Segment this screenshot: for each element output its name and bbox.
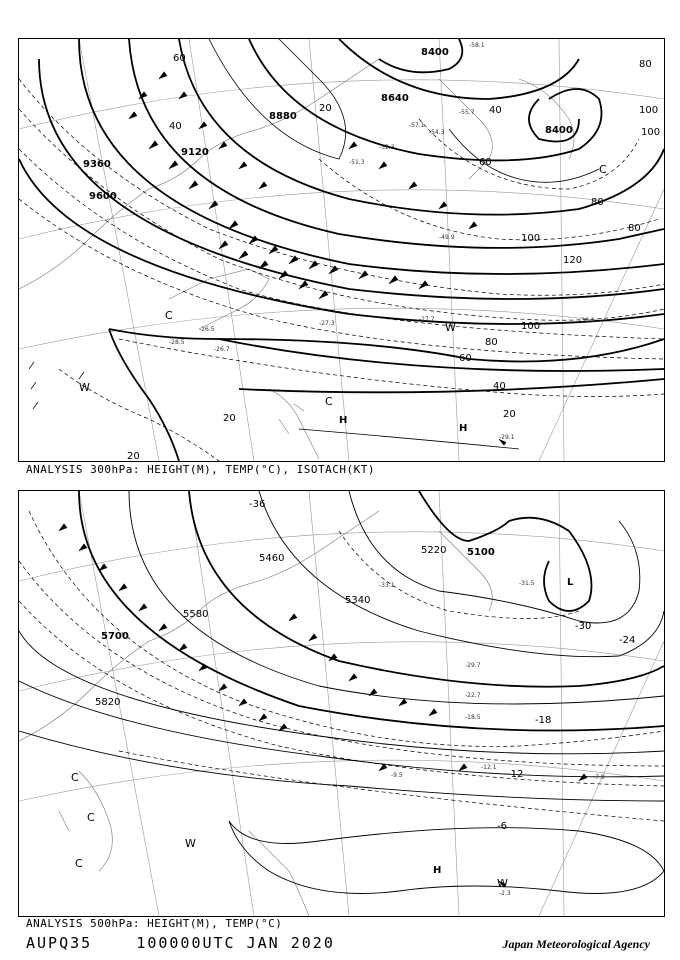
caption-500hpa: ANALYSIS 500hPa: HEIGHT(M), TEMP(°C)	[26, 917, 283, 930]
svg-text:-27.3: -27.3	[319, 320, 335, 327]
svg-text:H: H	[433, 865, 442, 876]
height-labels	[83, 47, 573, 202]
svg-text:H: H	[339, 415, 348, 426]
svg-text:C: C	[325, 395, 333, 408]
svg-text:-26.7: -26.7	[214, 346, 230, 353]
latlon-grid	[19, 39, 664, 461]
svg-text:-58.1: -58.1	[469, 42, 485, 49]
svg-text:5460: 5460	[259, 553, 285, 564]
svg-text:-2.3: -2.3	[499, 890, 511, 897]
svg-text:100: 100	[521, 233, 541, 244]
svg-text:9360: 9360	[83, 159, 111, 170]
svg-text:-36: -36	[249, 499, 266, 510]
svg-text:60: 60	[173, 53, 186, 64]
svg-text:5820: 5820	[95, 697, 121, 708]
svg-text:-31.5: -31.5	[519, 580, 535, 587]
svg-text:8640: 8640	[381, 93, 409, 104]
pressure-centers	[71, 577, 574, 890]
svg-text:-22.7: -22.7	[465, 692, 481, 699]
svg-text:-9.5: -9.5	[391, 772, 403, 779]
svg-text:-52.3: -52.3	[379, 144, 395, 151]
svg-text:-18.5: -18.5	[465, 714, 481, 721]
svg-text:C: C	[165, 309, 173, 322]
svg-text:-29.1: -29.1	[499, 434, 515, 441]
svg-text:80: 80	[639, 59, 652, 70]
svg-text:C: C	[87, 811, 95, 824]
svg-text:-28.5: -28.5	[169, 339, 185, 346]
caption-300hpa: ANALYSIS 300hPa: HEIGHT(M), TEMP(°C), ISOTACH(KT)	[26, 463, 376, 476]
height-contours	[19, 39, 664, 461]
svg-text:C: C	[599, 163, 607, 176]
chart-identifier	[26, 934, 335, 952]
svg-text:20: 20	[127, 451, 140, 461]
svg-text:9120: 9120	[181, 147, 209, 158]
svg-text:8400: 8400	[421, 47, 449, 58]
isotach-labels	[127, 53, 660, 461]
chart-code: AUPQ35	[26, 934, 93, 952]
svg-text:-6: -6	[497, 821, 507, 832]
svg-text:8880: 8880	[269, 111, 297, 122]
svg-text:-57.1: -57.1	[409, 122, 425, 129]
svg-text:L: L	[567, 577, 574, 588]
svg-text:-49.9: -49.9	[439, 234, 455, 241]
svg-text:5100: 5100	[467, 547, 495, 558]
svg-text:-30: -30	[575, 621, 592, 632]
svg-text:-26.5: -26.5	[199, 326, 215, 333]
svg-text:5580: 5580	[183, 609, 209, 620]
chart-500hpa	[18, 490, 665, 917]
svg-text:-27.7: -27.7	[419, 316, 435, 323]
svg-text:W: W	[185, 837, 196, 850]
svg-text:9600: 9600	[89, 191, 117, 202]
observation-plots	[29, 72, 506, 445]
temp-contours	[19, 79, 664, 461]
agency-name: Japan Meteorological Agency	[502, 937, 650, 951]
svg-text:-54.3: -54.3	[429, 129, 445, 136]
svg-text:40: 40	[489, 105, 502, 116]
svg-text:5340: 5340	[345, 595, 371, 606]
chart-300hpa	[18, 38, 665, 462]
temp-values	[379, 580, 605, 897]
svg-text:-55.7: -55.7	[459, 109, 475, 116]
svg-text:C: C	[75, 857, 83, 870]
svg-text:60: 60	[479, 157, 492, 168]
map-300hpa	[19, 39, 664, 461]
svg-text:80: 80	[628, 223, 641, 234]
height-labels	[95, 545, 495, 708]
svg-text:W: W	[497, 877, 508, 890]
svg-text:20: 20	[503, 409, 516, 420]
svg-text:40: 40	[493, 381, 506, 392]
coastline	[19, 511, 492, 916]
svg-text:5700: 5700	[101, 631, 129, 642]
svg-text:20: 20	[223, 413, 236, 424]
svg-text:-12: -12	[507, 769, 524, 780]
svg-text:40: 40	[169, 121, 182, 132]
svg-text:80: 80	[591, 197, 604, 208]
svg-text:120: 120	[563, 255, 583, 266]
svg-text:-12.1: -12.1	[481, 764, 497, 771]
map-500hpa	[19, 491, 664, 916]
svg-text:-29.7: -29.7	[465, 662, 481, 669]
svg-text:100: 100	[641, 127, 661, 138]
svg-text:-30.1: -30.1	[579, 317, 595, 324]
svg-text:-18: -18	[535, 715, 552, 726]
svg-text:100: 100	[521, 321, 541, 332]
valid-time: 100000UTC JAN 2020	[136, 934, 335, 952]
svg-text:20: 20	[319, 103, 332, 114]
svg-text:W: W	[445, 321, 456, 334]
svg-text:5220: 5220	[421, 545, 447, 556]
svg-text:W: W	[79, 381, 90, 394]
svg-text:80: 80	[485, 337, 498, 348]
observation-plots	[59, 524, 587, 887]
svg-text:-51.3: -51.3	[349, 159, 365, 166]
svg-text:100: 100	[639, 105, 659, 116]
svg-text:-24: -24	[619, 635, 636, 646]
svg-text:8400: 8400	[545, 125, 573, 136]
svg-text:C: C	[71, 771, 79, 784]
svg-text:-33.1: -33.1	[379, 582, 395, 589]
svg-text:60: 60	[459, 353, 472, 364]
svg-text:-7.9: -7.9	[593, 774, 605, 781]
svg-text:H: H	[459, 423, 468, 434]
